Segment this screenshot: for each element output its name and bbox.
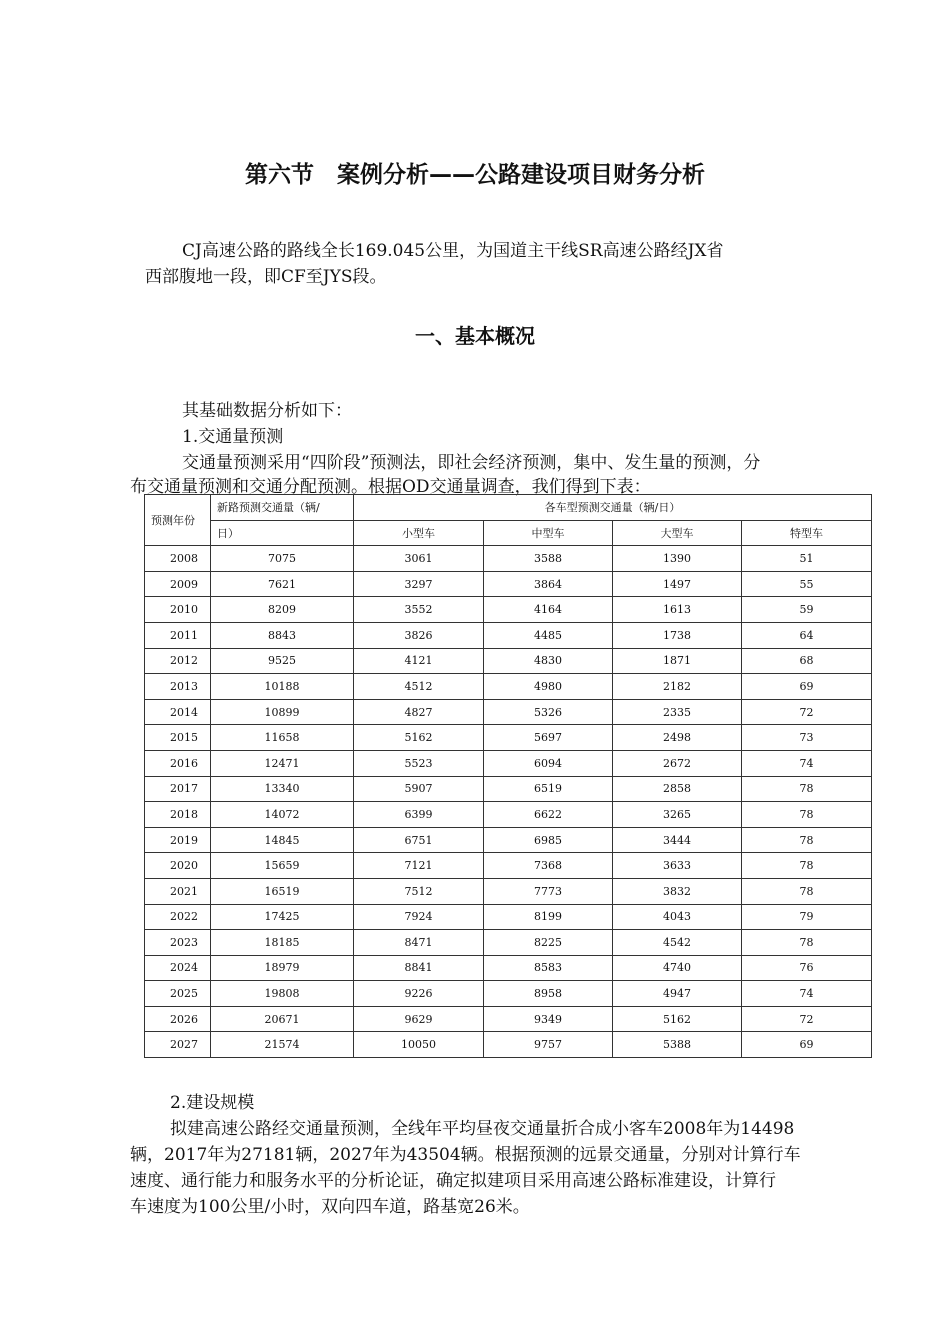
value-cell: 4947 — [613, 981, 742, 1007]
value-cell: 78 — [742, 930, 872, 956]
value-cell: 7773 — [484, 878, 613, 904]
table-row — [145, 622, 872, 648]
year-cell: 2026 — [145, 1006, 211, 1032]
table-row — [145, 955, 872, 981]
value-cell: 78 — [742, 802, 872, 828]
year-cell: 2014 — [145, 699, 211, 725]
value-cell: 19808 — [211, 981, 354, 1007]
value-cell: 7075 — [211, 546, 354, 572]
value-cell: 2672 — [613, 750, 742, 776]
value-cell: 7368 — [484, 853, 613, 879]
value-cell: 8583 — [484, 955, 613, 981]
table-header-row — [145, 495, 872, 521]
value-cell: 8209 — [211, 597, 354, 623]
value-cell: 3444 — [613, 827, 742, 853]
table-row — [145, 1006, 872, 1032]
value-cell: 5523 — [354, 750, 484, 776]
value-cell: 10188 — [211, 674, 354, 700]
table-row — [145, 1032, 872, 1058]
table-row — [145, 699, 872, 725]
value-cell: 9226 — [354, 981, 484, 1007]
value-cell: 4485 — [484, 622, 613, 648]
value-cell: 79 — [742, 904, 872, 930]
value-cell: 14072 — [211, 802, 354, 828]
value-cell: 5162 — [354, 725, 484, 751]
table-subheader-row — [145, 520, 872, 546]
value-cell: 4980 — [484, 674, 613, 700]
value-cell: 18185 — [211, 930, 354, 956]
table-row — [145, 750, 872, 776]
value-cell: 1497 — [613, 571, 742, 597]
item1-heading: 1.交通量预测 — [182, 427, 284, 447]
header-small: 小型车 — [354, 520, 484, 546]
year-cell: 2019 — [145, 827, 211, 853]
year-cell: 2015 — [145, 725, 211, 751]
value-cell: 5162 — [613, 1006, 742, 1032]
value-cell: 6622 — [484, 802, 613, 828]
value-cell: 13340 — [211, 776, 354, 802]
intro-line-1: CJ高速公路的路线全长169.045公里，为国道主干线SR高速公路经JX省 — [182, 241, 724, 261]
value-cell: 59 — [742, 597, 872, 623]
basis-text: 其基础数据分析如下： — [182, 401, 352, 421]
value-cell: 6985 — [484, 827, 613, 853]
table-row — [145, 802, 872, 828]
table-row — [145, 648, 872, 674]
year-cell: 2011 — [145, 622, 211, 648]
value-cell: 78 — [742, 878, 872, 904]
value-cell: 5907 — [354, 776, 484, 802]
table-row — [145, 674, 872, 700]
value-cell: 2335 — [613, 699, 742, 725]
value-cell: 73 — [742, 725, 872, 751]
value-cell: 4542 — [613, 930, 742, 956]
value-cell: 5326 — [484, 699, 613, 725]
page-title: 第六节 案例分析——公路建设项目财务分析 — [245, 162, 705, 188]
value-cell: 4121 — [354, 648, 484, 674]
value-cell: 69 — [742, 1032, 872, 1058]
value-cell: 8199 — [484, 904, 613, 930]
value-cell: 3864 — [484, 571, 613, 597]
table-row — [145, 904, 872, 930]
table-row — [145, 725, 872, 751]
value-cell: 72 — [742, 699, 872, 725]
intro-line-2: 西部腹地一段，即CF至JYS段。 — [145, 267, 387, 287]
value-cell: 3061 — [354, 546, 484, 572]
value-cell: 4830 — [484, 648, 613, 674]
table-row — [145, 827, 872, 853]
value-cell: 5697 — [484, 725, 613, 751]
value-cell: 3588 — [484, 546, 613, 572]
value-cell: 51 — [742, 546, 872, 572]
method-line-1: 交通量预测采用“四阶段”预测法，即社会经济预测，集中、发生量的预测，分 — [182, 453, 761, 473]
value-cell: 5388 — [613, 1032, 742, 1058]
year-cell: 2027 — [145, 1032, 211, 1058]
table-body — [145, 546, 872, 1058]
value-cell: 14845 — [211, 827, 354, 853]
value-cell: 8471 — [354, 930, 484, 956]
value-cell: 68 — [742, 648, 872, 674]
scale-line-3: 速度、通行能力和服务水平的分析论证，确定拟建项目采用高速公路标准建设，计算行 — [130, 1171, 776, 1191]
value-cell: 55 — [742, 571, 872, 597]
value-cell: 6094 — [484, 750, 613, 776]
value-cell: 9525 — [211, 648, 354, 674]
value-cell: 9629 — [354, 1006, 484, 1032]
value-cell: 3826 — [354, 622, 484, 648]
value-cell: 20671 — [211, 1006, 354, 1032]
year-cell: 2008 — [145, 546, 211, 572]
value-cell: 72 — [742, 1006, 872, 1032]
header-medium: 中型车 — [484, 520, 613, 546]
value-cell: 2182 — [613, 674, 742, 700]
year-cell: 2022 — [145, 904, 211, 930]
year-cell: 2021 — [145, 878, 211, 904]
scale-line-4: 车速度为100公里/小时，双向四车道，路基宽26米。 — [130, 1197, 530, 1217]
table-row — [145, 981, 872, 1007]
value-cell: 8958 — [484, 981, 613, 1007]
header-vehicle-group: 各车型预测交通量（辆/日） — [354, 495, 872, 521]
value-cell: 11658 — [211, 725, 354, 751]
value-cell: 10050 — [354, 1032, 484, 1058]
value-cell: 16519 — [211, 878, 354, 904]
value-cell: 64 — [742, 622, 872, 648]
value-cell: 4740 — [613, 955, 742, 981]
value-cell: 6399 — [354, 802, 484, 828]
table-row — [145, 878, 872, 904]
value-cell: 6519 — [484, 776, 613, 802]
year-cell: 2018 — [145, 802, 211, 828]
item2-heading: 2.建设规模 — [170, 1093, 255, 1113]
year-cell: 2009 — [145, 571, 211, 597]
year-cell: 2023 — [145, 930, 211, 956]
scale-line-2: 辆，2017年为27181辆，2027年为43504辆。根据预测的远景交通量，分别对计算行车 — [130, 1145, 801, 1165]
value-cell: 9757 — [484, 1032, 613, 1058]
table-row — [145, 853, 872, 879]
value-cell: 7621 — [211, 571, 354, 597]
value-cell: 2498 — [613, 725, 742, 751]
value-cell: 76 — [742, 955, 872, 981]
value-cell: 7512 — [354, 878, 484, 904]
year-cell: 2016 — [145, 750, 211, 776]
value-cell: 2858 — [613, 776, 742, 802]
value-cell: 78 — [742, 776, 872, 802]
year-cell: 2020 — [145, 853, 211, 879]
table-row — [145, 776, 872, 802]
value-cell: 6751 — [354, 827, 484, 853]
value-cell: 9349 — [484, 1006, 613, 1032]
table-row — [145, 546, 872, 572]
header-large: 大型车 — [613, 520, 742, 546]
value-cell: 3265 — [613, 802, 742, 828]
header-special: 特型车 — [742, 520, 872, 546]
traffic-forecast-table — [144, 494, 872, 1058]
value-cell: 21574 — [211, 1032, 354, 1058]
header-total-b: 日） — [211, 520, 354, 546]
value-cell: 18979 — [211, 955, 354, 981]
value-cell: 1738 — [613, 622, 742, 648]
year-cell: 2010 — [145, 597, 211, 623]
year-cell: 2012 — [145, 648, 211, 674]
value-cell: 8225 — [484, 930, 613, 956]
value-cell: 3832 — [613, 878, 742, 904]
header-total-a: 新路预测交通量（辆/ — [211, 495, 354, 521]
value-cell: 1390 — [613, 546, 742, 572]
method-line-2: 布交通量预测和交通分配预测。根据OD交通量调查，我们得到下表： — [130, 477, 651, 497]
value-cell: 7121 — [354, 853, 484, 879]
year-cell: 2017 — [145, 776, 211, 802]
value-cell: 12471 — [211, 750, 354, 776]
year-cell: 2025 — [145, 981, 211, 1007]
section-heading: 一、基本概况 — [415, 324, 535, 348]
table-row — [145, 597, 872, 623]
value-cell: 4827 — [354, 699, 484, 725]
year-cell: 2013 — [145, 674, 211, 700]
table-row — [145, 571, 872, 597]
header-year: 预测年份 — [145, 495, 211, 546]
year-cell: 2024 — [145, 955, 211, 981]
value-cell: 74 — [742, 750, 872, 776]
value-cell: 3297 — [354, 571, 484, 597]
value-cell: 69 — [742, 674, 872, 700]
value-cell: 7924 — [354, 904, 484, 930]
value-cell: 3633 — [613, 853, 742, 879]
value-cell: 4164 — [484, 597, 613, 623]
value-cell: 78 — [742, 853, 872, 879]
value-cell: 78 — [742, 827, 872, 853]
value-cell: 1613 — [613, 597, 742, 623]
value-cell: 1871 — [613, 648, 742, 674]
value-cell: 10899 — [211, 699, 354, 725]
value-cell: 17425 — [211, 904, 354, 930]
value-cell: 15659 — [211, 853, 354, 879]
value-cell: 8843 — [211, 622, 354, 648]
table-row — [145, 930, 872, 956]
value-cell: 4512 — [354, 674, 484, 700]
scale-line-1: 拟建高速公路经交通量预测，全线年平均昼夜交通量折合成小客车2008年为14498 — [170, 1119, 795, 1139]
value-cell: 4043 — [613, 904, 742, 930]
value-cell: 74 — [742, 981, 872, 1007]
value-cell: 8841 — [354, 955, 484, 981]
value-cell: 3552 — [354, 597, 484, 623]
